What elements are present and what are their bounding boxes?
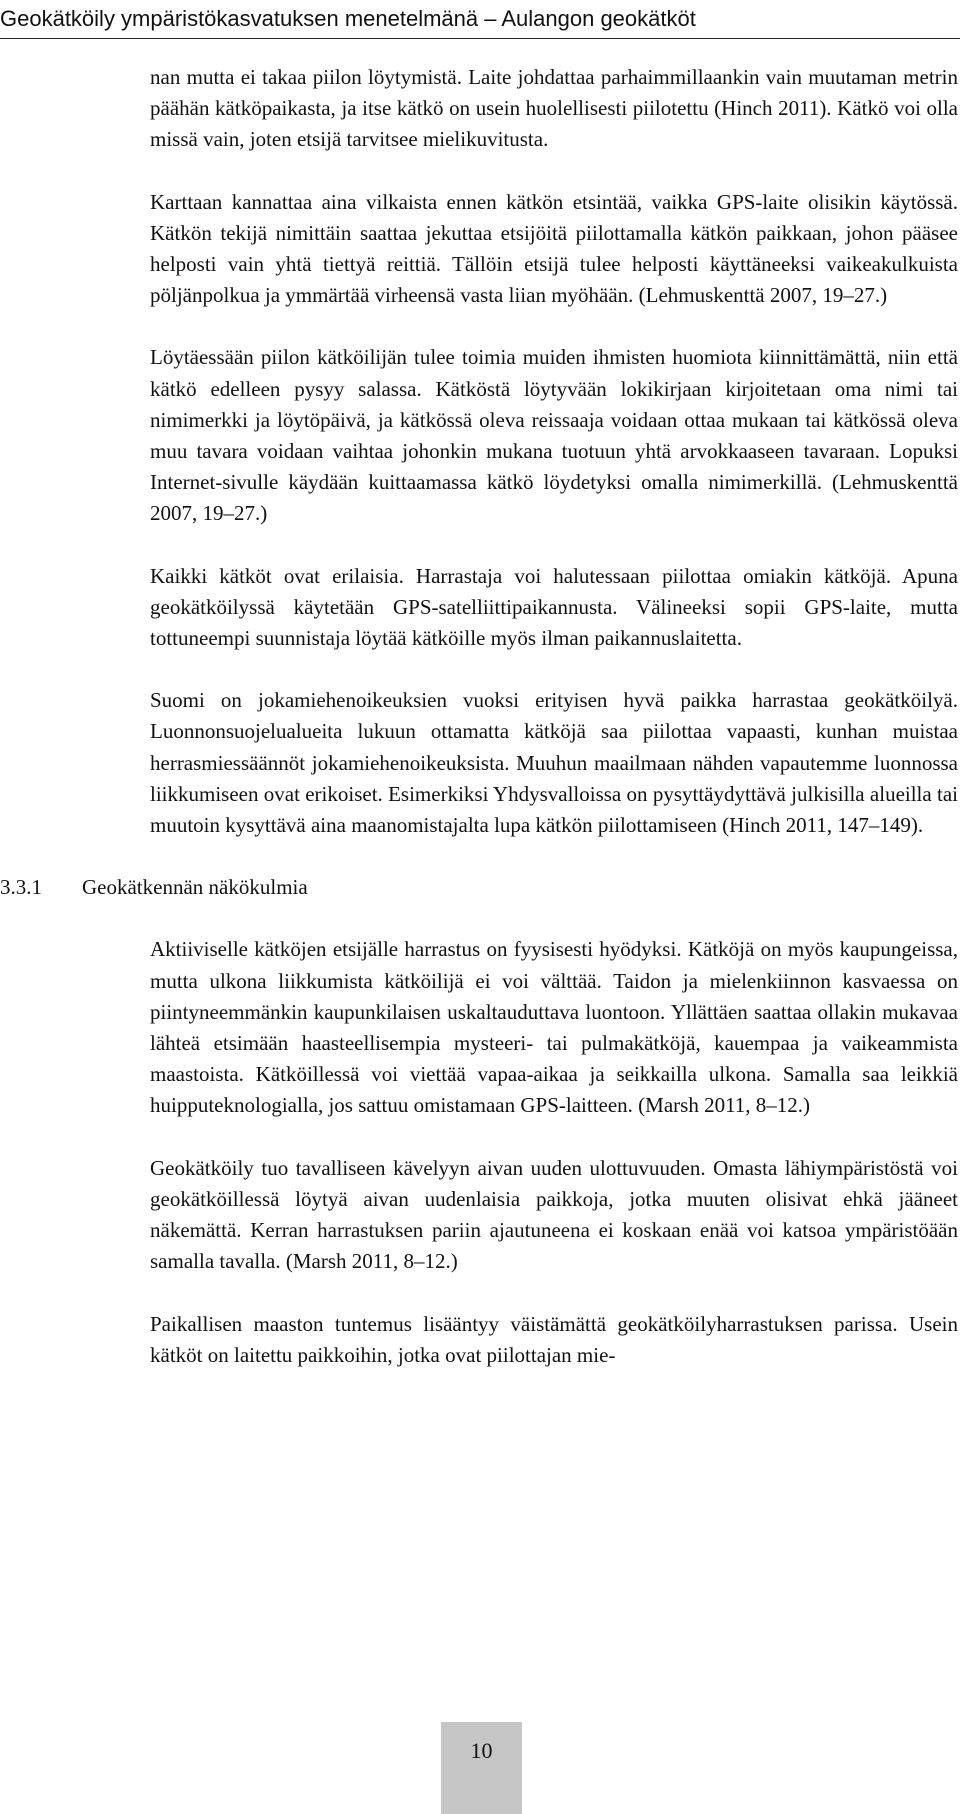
- section-number: 3.3.1: [0, 875, 42, 900]
- paragraph: Karttaan kannattaa aina vilkaista ennen kätkön etsintää, vaikka GPS-laite olisikin käytössä. Kätkön tekijä nimittäin saattaa jekuttaa etsijöitä piilottamalla kätkön paikkaan, johon pääsee helposti vain yhtä tiettyä reittiä. Tällöin etsijä tulee helposti käyttäneeksi vaikeakulkuista pöljänpolkua ja ymmärtää virheensä vasta liian myöhään. (Lehmuskenttä 2007, 19–27.): [150, 189, 958, 308]
- page-number-box: [441, 1722, 522, 1814]
- paragraph: Suomi on jokamiehenoikeuksien vuoksi erityisen hyvä paikka harrastaa geokätköilyä. Luonnonsuojelualueita lukuun ottamatta kätköjä saa piilottaa vapaasti, kunhan muistaa herrasmiessäännöt jokamiehenoikeuksista. Muuhun maailmaan nähden vapautemme luonnossa liikkumiseen ovat erikoiset. Esimerkiksi Yhdysvalloissa on pysyttäydyttävä julkisilla alueilla tai muutoin kysyttävä aina maanomistajalta lupa kätkön piilottamiseen (Hinch 2011, 147–149).: [150, 688, 958, 838]
- section-heading: [0, 872, 958, 903]
- document-body: [0, 62, 958, 1402]
- paragraph: Paikallisen maaston tuntemus lisääntyy väistämättä geokätköilyharrastuksen parissa. Usein kätköt on laitettu paikkoihin, jotka ovat piilottajan mie-: [150, 1311, 958, 1367]
- paragraph: Geokätköily tuo tavalliseen kävelyyn aivan uuden ulottuvuuden. Omasta lähiympäristöstä voi geokätköillessä löytyä aivan uudenlaisia paikkoja, jotka muuten olisivat ehkä jääneet näkemättä. Kerran harrastuksen pariin ajautuneena ei koskaan enää voi katsoa ympäristöään samalla tavalla. (Marsh 2011, 8–12.): [150, 1155, 958, 1274]
- paragraph: Löytäessään piilon kätköilijän tulee toimia muiden ihmisten huomiota kiinnittämättä, niin että kätkö edelleen pysyy salassa. Kätköstä löytyvään lokikirjaan kirjoitetaan oma nimi tai nimimerkki ja löytöpäivä, ja kätkössä oleva reissaaja voidaan ottaa mukaan tai kätkössä oleva muu tavara voidaan vaihtaa johonkin mukana tuotuun yhtä arvokkaaseen tavaraan. Lopuksi Internet-sivulle käydään kuittaamassa kätkö löydetyksi omalla nimimerkillä. (Lehmuskenttä 2007, 19–27.): [150, 345, 958, 526]
- section-title: Geokätkennän näkökulmia: [82, 875, 308, 900]
- running-header: Geokätköily ympäristökasvatuksen menetelmänä – Aulangon geokätköt: [0, 6, 696, 31]
- paragraph: Kaikki kätköt ovat erilaisia. Harrastaja voi halutessaan piilottaa omiakin kätköjä. Apuna geokätköilyssä käytetään GPS-satelliittipaikannusta. Välineeksi sopii GPS-laite, mutta tottuneempi suunnistaja löytää kätköille myös ilman paikannuslaitetta.: [150, 563, 958, 651]
- paragraph: nan mutta ei takaa piilon löytymistä. Laite johdattaa parhaimmillaankin vain muutaman metrin päähän kätköpaikasta, ja itse kätkö on usein huolellisesti piilotettu (Hinch 2011). Kätkö voi olla missä vain, joten etsijä tarvitsee mielikuvitusta.: [150, 65, 958, 152]
- page-number: 10: [470, 1738, 493, 1763]
- paragraph: Aktiiviselle kätköjen etsijälle harrastus on fyysisesti hyödyksi. Kätköjä on myös kaupungeissa, mutta ulkona liikkumista kätköilijä ei voi välttää. Taidon ja mielenkiinnon kasvaessa on piintyneemmänkin kaupunkilaisen uskaltauduttava luontoon. Yllättäen saattaa ollakin mukavaa lähteä etsimään haasteellisempia mysteeri- tai pulmakätköjä, kauempaa ja vaikeammista maastoista. Kätköillessä voi viettää vapaa-aikaa ja seikkailla ulkona. Samalla saa leikkiä huipputeknologialla, jos sattuu omistamaan GPS-laitteen. (Marsh 2011, 8–12.): [150, 937, 958, 1118]
- header-rule: [0, 38, 960, 39]
